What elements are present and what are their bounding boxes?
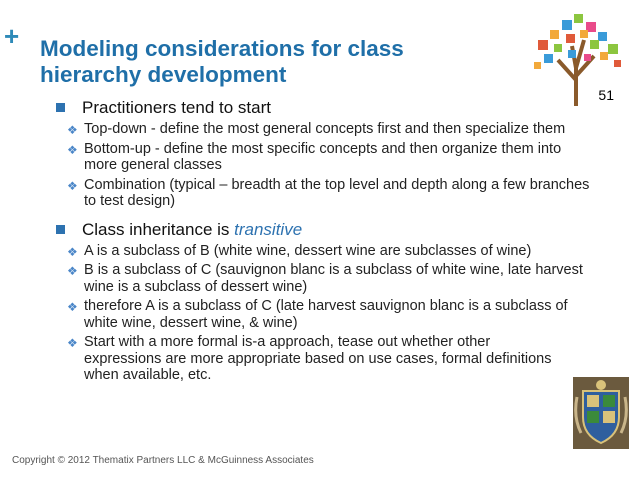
list-item xyxy=(56,177,596,210)
diamond-bullet-icon: ❖ xyxy=(67,123,78,137)
diamond-bullet-icon: ❖ xyxy=(67,336,78,350)
list-item-text: therefore A is a subclass of C (late harvest sauvignon blanc is a subclass of white wine, dessert wine, & wine) xyxy=(84,298,568,331)
slide-body xyxy=(56,98,596,384)
page-number: 51 xyxy=(598,87,614,103)
diamond-bullet-icon: ❖ xyxy=(67,264,78,278)
square-bullet-icon xyxy=(56,103,65,112)
diamond-bullet-icon: ❖ xyxy=(67,300,78,314)
section-heading-text: Class inheritance is xyxy=(82,219,235,239)
list-item xyxy=(56,298,596,331)
diamond-bullet-icon: ❖ xyxy=(67,178,78,193)
list-item xyxy=(56,334,554,384)
list-item-text: Bottom-up - define the most specific concepts and then organize them into more general classes xyxy=(84,140,562,173)
diamond-bullet-icon: ❖ xyxy=(67,244,78,259)
list-item-text: Start with a more formal is-a approach, tease out whether other expressions are more appropriate based on use cases, formal definitions when available, etc. xyxy=(84,334,552,383)
list-item xyxy=(56,262,596,295)
list-item-text: A is a subclass of B (white wine, dessert wine are subclasses of wine) xyxy=(84,242,532,259)
list-item xyxy=(56,243,596,260)
copyright-notice: Copyright © 2012 Thematix Partners LLC & McGuinness Associates xyxy=(12,455,314,466)
section-heading xyxy=(56,98,596,118)
section-heading xyxy=(56,220,596,240)
plus-icon: + xyxy=(4,21,20,51)
list-item-text: B is a subclass of C (sauvignon blanc is a subclass of white wine, late harvest wine is a subclass of dessert wine) xyxy=(84,262,583,295)
list-item xyxy=(56,141,596,174)
list-item-text: Combination (typical – breadth at the top level and depth along a few branches to test design) xyxy=(84,176,590,209)
section-heading-text: Practitioners tend to start xyxy=(82,98,271,117)
diamond-bullet-icon: ❖ xyxy=(67,142,78,157)
slide-title: Modeling considerations for class hierarchy development xyxy=(40,36,404,87)
square-bullet-icon xyxy=(56,225,65,234)
list-item xyxy=(56,121,596,138)
emphasis-text: transitive xyxy=(234,219,303,239)
list-item-text: Top-down - define the most general concepts first and then specialize them xyxy=(84,121,566,137)
coat-of-arms-crest-icon xyxy=(573,377,629,449)
